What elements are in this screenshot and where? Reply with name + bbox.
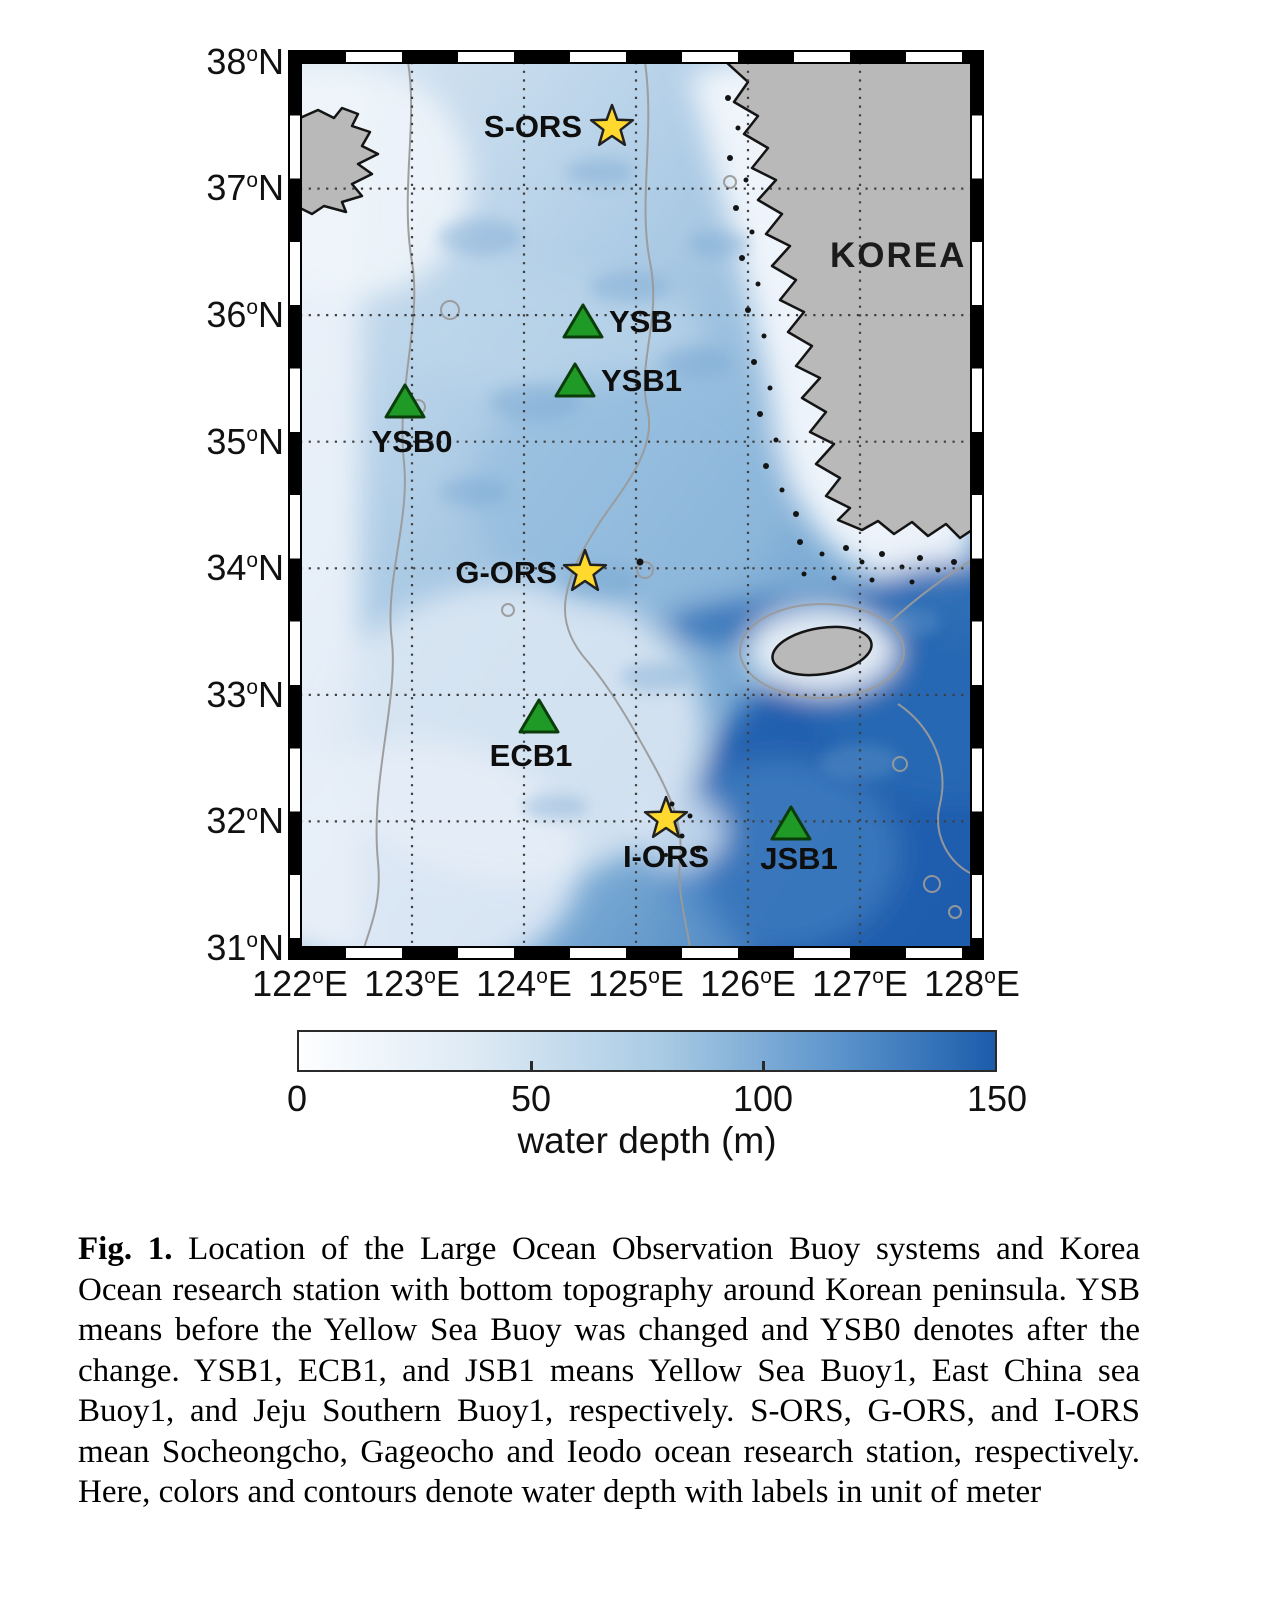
colorbar-tick: [530, 1061, 533, 1070]
triangle-marker-icon: [561, 302, 605, 340]
station-label: S-ORS: [483, 109, 582, 144]
lon-tick-label: 122$^o$E: [252, 963, 348, 1004]
lat-tick-label: 38$^o$N: [206, 41, 284, 82]
station-label: I-ORS: [622, 839, 710, 874]
colorbar-tick-label: 100: [732, 1078, 794, 1119]
station-label: G-ORS: [455, 555, 557, 590]
lat-tick-label: 31$^o$N: [206, 927, 284, 968]
station-label: ECB1: [489, 738, 573, 773]
lon-tick-label: 125$^o$E: [588, 963, 684, 1004]
station-label: JSB1: [760, 841, 838, 876]
lon-tick-label: 126$^o$E: [700, 963, 796, 1004]
colorbar-tick-label: 50: [510, 1078, 552, 1119]
lat-tick-label: 37$^o$N: [206, 167, 284, 208]
triangle-marker-icon: [553, 361, 597, 399]
star-marker-icon: [561, 548, 609, 596]
colorbar-axis-label: water depth (m): [517, 1120, 777, 1161]
lon-tick-label: 127$^o$E: [812, 963, 908, 1004]
lat-tick-label: 32$^o$N: [206, 800, 284, 841]
star-marker-icon: [588, 103, 636, 151]
station-label: YSB0: [371, 424, 453, 459]
lon-tick-label: 124$^o$E: [476, 963, 572, 1004]
triangle-marker-icon: [383, 382, 427, 420]
figure-caption-text: Location of the Large Ocean Observation Buoy systems and Korea Ocean research station with bottom topography around Korean peninsula. YSB means before the Yellow Sea Buoy was changed and YSB0 denotes after the change. YSB1, ECB1, and JSB1 means Yellow Sea Buoy1, East China sea Buoy1, and Jeju Southern Buoy1, respectively. S-ORS, G-ORS, and I-ORS mean Socheongcho, Gageocho and Ieodo ocean research station, respectively. Here, colors and contours denote water depth with labels in unit of meter: [78, 1231, 1140, 1510]
figure-caption-number: Fig. 1.: [78, 1231, 173, 1267]
triangle-marker-icon: [769, 804, 813, 842]
colorbar-tick-label: 150: [966, 1078, 1028, 1119]
lat-tick-label: 33$^o$N: [206, 674, 284, 715]
colorbar-tick: [762, 1061, 765, 1070]
station-label: YSB: [609, 304, 673, 339]
figure-caption: [78, 1229, 1140, 1513]
map-frame-left: [290, 52, 300, 958]
star-marker-icon: [642, 795, 690, 843]
lat-tick-label: 35$^o$N: [206, 421, 284, 462]
lon-tick-label: 123$^o$E: [364, 963, 460, 1004]
triangle-marker-icon: [517, 697, 561, 735]
map-frame-top: [290, 52, 982, 62]
lat-tick-label: 34$^o$N: [206, 547, 284, 588]
bathymetry-map: [300, 62, 972, 948]
colorbar: [297, 1030, 997, 1072]
station-label: YSB1: [601, 363, 682, 398]
colorbar-tick-label: 0: [286, 1078, 308, 1119]
map-frame-right: [972, 52, 982, 958]
region-label-korea: KOREA: [830, 236, 967, 275]
lon-tick-label: 128$^o$E: [924, 963, 1020, 1004]
lat-tick-label: 36$^o$N: [206, 294, 284, 335]
map-frame-bottom: [290, 948, 982, 958]
